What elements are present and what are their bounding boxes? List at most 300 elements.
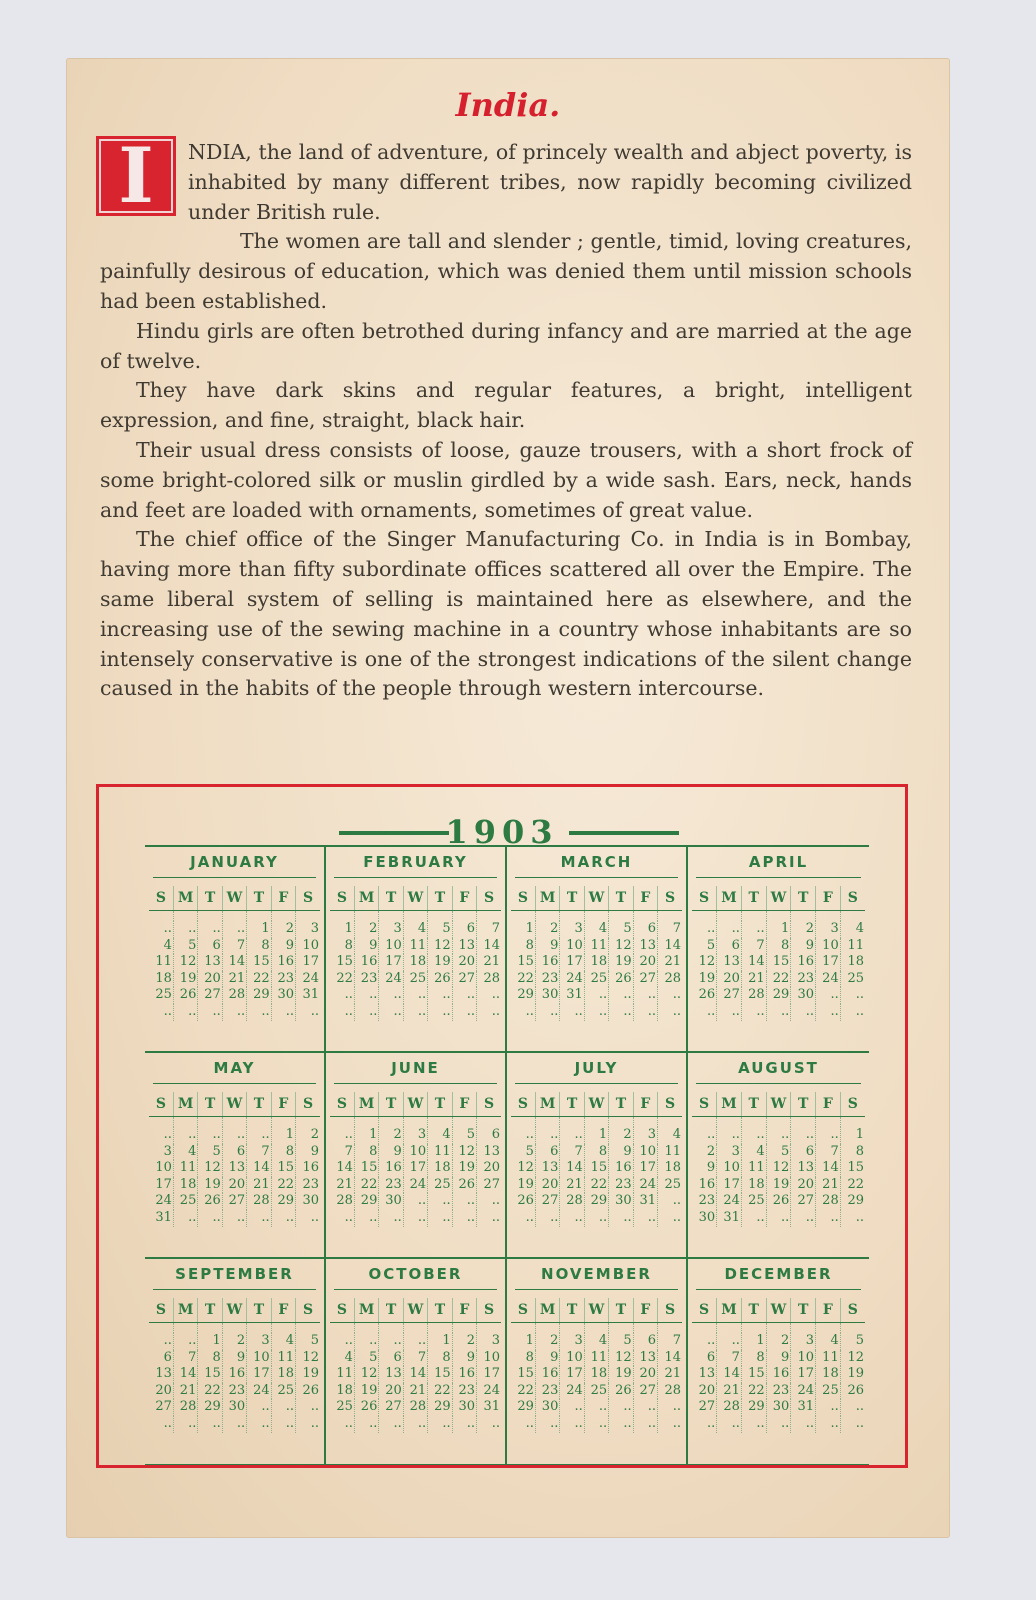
day-cell: 22: [584, 1177, 608, 1194]
day-cell: 18: [840, 954, 865, 971]
day-cell: 23: [535, 971, 559, 988]
month-february: [326, 847, 507, 1053]
weekday-header: S: [149, 1092, 173, 1117]
day-cell: 24: [403, 1177, 427, 1194]
month-may: [145, 1053, 326, 1259]
day-cell: 8: [344, 937, 353, 953]
day-cell: 16: [535, 954, 559, 971]
day-cell: ..: [344, 1209, 353, 1225]
weekday-header: S: [511, 1298, 535, 1323]
weekday-header: S: [296, 1092, 320, 1117]
day-cell: 20: [155, 1382, 172, 1398]
day-cell: 16: [271, 954, 295, 971]
day-cell: 1: [766, 921, 791, 938]
day-cell: ..: [163, 1003, 172, 1019]
weekday-header: S: [477, 1092, 501, 1117]
day-cell: 17: [816, 954, 841, 971]
day-cell: ..: [477, 987, 501, 1004]
weekday-header: M: [717, 1092, 742, 1117]
day-cell: 9: [766, 1350, 791, 1367]
day-cell: 18: [816, 1366, 841, 1383]
month-name: APRIL: [696, 847, 861, 878]
weekday-header: S: [511, 1092, 535, 1117]
day-cell: 9: [706, 1160, 716, 1176]
paragraph-2: The women are tall and slender ; gentle, timid, loving creatures, painfully desirous of education, which was denied them until mission schools had been established.: [100, 229, 912, 313]
day-cell: ..: [222, 1416, 246, 1433]
day-cell: 10: [560, 938, 584, 955]
day-cell: ..: [173, 1127, 197, 1144]
calendar-card: [66, 58, 950, 1538]
day-cell: 1: [525, 1333, 534, 1348]
day-cell: ..: [247, 1399, 271, 1416]
month-table: [149, 886, 320, 1021]
weekday-header: T: [379, 1298, 403, 1323]
weekday-header: T: [379, 1092, 403, 1117]
day-cell: 24: [717, 1193, 742, 1210]
weekday-header: S: [692, 1298, 717, 1323]
weekday-header: S: [477, 1298, 501, 1323]
day-cell: 22: [741, 1383, 766, 1400]
day-cell: 24: [791, 1383, 816, 1400]
weekday-header: S: [840, 1092, 865, 1117]
day-cell: 27: [698, 1399, 716, 1415]
day-cell: 31: [717, 1210, 742, 1227]
day-cell: 23: [354, 971, 378, 988]
month-table: [330, 1298, 501, 1433]
day-cell: ..: [428, 987, 452, 1004]
day-cell: 2: [296, 1127, 320, 1144]
day-cell: 18: [155, 970, 172, 986]
weekday-header: S: [511, 886, 535, 911]
day-cell: 16: [222, 1366, 246, 1383]
day-cell: 29: [517, 1399, 534, 1415]
day-cell: ..: [560, 1416, 584, 1433]
day-cell: ..: [717, 1127, 742, 1144]
day-cell: 15: [336, 954, 353, 970]
day-cell: 23: [222, 1383, 246, 1400]
day-cell: ..: [344, 1127, 353, 1142]
day-cell: 22: [247, 971, 271, 988]
day-cell: 15: [840, 1160, 865, 1177]
day-cell: ..: [560, 1127, 584, 1144]
day-cell: 29: [428, 1399, 452, 1416]
day-cell: 8: [766, 938, 791, 955]
day-cell: 5: [609, 1333, 633, 1350]
day-cell: 21: [477, 954, 501, 971]
day-cell: 13: [535, 1160, 559, 1177]
day-cell: 11: [658, 1144, 682, 1161]
day-cell: 28: [816, 1193, 841, 1210]
day-cell: 20: [791, 1177, 816, 1194]
day-cell: 20: [452, 954, 476, 971]
weekday-header: T: [428, 886, 452, 911]
day-cell: 14: [717, 1366, 742, 1383]
day-cell: ..: [706, 1003, 716, 1019]
day-cell: ..: [791, 1127, 816, 1144]
day-cell: 11: [428, 1144, 452, 1161]
day-cell: 15: [741, 1366, 766, 1383]
day-cell: ..: [198, 1210, 222, 1227]
day-cell: 30: [271, 987, 295, 1004]
day-cell: 19: [840, 1366, 865, 1383]
day-cell: 7: [403, 1350, 427, 1367]
month-august: [688, 1053, 869, 1259]
day-cell: 4: [741, 1144, 766, 1161]
day-cell: 5: [766, 1144, 791, 1161]
day-cell: 24: [560, 971, 584, 988]
day-cell: 6: [717, 938, 742, 955]
day-cell: 23: [296, 1177, 320, 1194]
day-cell: 14: [173, 1366, 197, 1383]
day-cell: 20: [222, 1177, 246, 1194]
day-cell: 21: [247, 1177, 271, 1194]
month-table: [149, 1092, 320, 1227]
day-cell: 19: [452, 1160, 476, 1177]
day-cell: 1: [840, 1127, 865, 1144]
day-cell: ..: [379, 1333, 403, 1350]
day-cell: ..: [477, 1416, 501, 1433]
day-cell: 25: [428, 1177, 452, 1194]
day-cell: ..: [658, 987, 682, 1004]
day-cell: 30: [222, 1399, 246, 1416]
day-cell: ..: [354, 987, 378, 1004]
day-cell: ..: [609, 1399, 633, 1416]
day-cell: 16: [791, 954, 816, 971]
day-cell: 30: [535, 987, 559, 1004]
day-cell: 28: [560, 1193, 584, 1210]
month-table: [330, 886, 501, 1021]
day-cell: 26: [609, 971, 633, 988]
weekday-header: W: [222, 1298, 246, 1323]
month-name: OCTOBER: [334, 1259, 497, 1290]
day-cell: 22: [198, 1383, 222, 1400]
day-cell: ..: [766, 1004, 791, 1021]
day-cell: 23: [766, 1383, 791, 1400]
day-cell: ..: [222, 1004, 246, 1021]
day-cell: 4: [271, 1333, 295, 1350]
day-cell: 22: [354, 1177, 378, 1194]
day-cell: ..: [173, 921, 197, 938]
day-cell: 16: [452, 1366, 476, 1383]
day-cell: 27: [717, 987, 742, 1004]
day-cell: 24: [560, 1383, 584, 1400]
day-cell: 22: [428, 1383, 452, 1400]
day-cell: 12: [428, 938, 452, 955]
day-cell: ..: [247, 1210, 271, 1227]
weekday-header: W: [403, 886, 427, 911]
day-cell: 7: [717, 1350, 742, 1367]
day-cell: 28: [658, 1383, 682, 1400]
weekday-header: T: [428, 1298, 452, 1323]
day-cell: 6: [163, 1349, 172, 1365]
day-cell: ..: [344, 1333, 353, 1348]
day-cell: ..: [706, 1415, 716, 1431]
day-cell: 25: [584, 971, 608, 988]
day-cell: 10: [247, 1350, 271, 1367]
day-cell: 8: [354, 1144, 378, 1161]
day-cell: 12: [609, 938, 633, 955]
weekday-header: T: [198, 1298, 222, 1323]
day-cell: 15: [247, 954, 271, 971]
day-cell: 2: [535, 921, 559, 938]
month-november: [507, 1259, 688, 1465]
day-cell: 19: [428, 954, 452, 971]
day-cell: 5: [198, 1144, 222, 1161]
day-cell: 20: [477, 1160, 501, 1177]
weekday-header: W: [403, 1092, 427, 1117]
month-table: [692, 886, 865, 1021]
day-cell: 1: [354, 1127, 378, 1144]
day-cell: 30: [296, 1193, 320, 1210]
weekday-header: S: [692, 886, 717, 911]
day-cell: 30: [698, 1209, 716, 1225]
day-cell: 10: [296, 938, 320, 955]
weekday-header: S: [840, 1298, 865, 1323]
day-cell: 15: [766, 954, 791, 971]
day-cell: 7: [658, 921, 682, 938]
day-cell: 17: [477, 1366, 501, 1383]
day-cell: 26: [766, 1193, 791, 1210]
day-cell: ..: [816, 1399, 841, 1416]
day-cell: 31: [296, 987, 320, 1004]
day-cell: 7: [344, 1143, 353, 1159]
month-june: [326, 1053, 507, 1259]
day-cell: 28: [222, 987, 246, 1004]
day-cell: 7: [222, 938, 246, 955]
day-cell: ..: [403, 1416, 427, 1433]
day-cell: ..: [658, 1004, 682, 1021]
day-cell: 23: [791, 971, 816, 988]
day-cell: ..: [379, 1210, 403, 1227]
day-cell: 3: [816, 921, 841, 938]
day-cell: 6: [791, 1144, 816, 1161]
month-table: [511, 1298, 682, 1433]
day-cell: ..: [403, 1193, 427, 1210]
day-cell: 11: [271, 1350, 295, 1367]
paragraph-4: They have dark skins and regular features, a bright, intelligent expression, and fine, straight, black hair.: [100, 378, 912, 433]
day-cell: 14: [741, 954, 766, 971]
day-cell: ..: [354, 1333, 378, 1350]
weekday-header: F: [633, 1298, 657, 1323]
day-cell: 7: [658, 1333, 682, 1350]
day-cell: ..: [717, 1333, 742, 1350]
weekday-header: W: [766, 1092, 791, 1117]
day-cell: ..: [741, 1004, 766, 1021]
day-cell: ..: [706, 1333, 716, 1348]
day-cell: 19: [766, 1177, 791, 1194]
day-cell: 5: [609, 921, 633, 938]
day-cell: 11: [155, 954, 172, 970]
day-cell: ..: [173, 1004, 197, 1021]
day-cell: 23: [609, 1177, 633, 1194]
day-cell: 20: [717, 971, 742, 988]
day-cell: 26: [296, 1383, 320, 1400]
weekday-header: M: [173, 886, 197, 911]
day-cell: 2: [379, 1127, 403, 1144]
month-october: [326, 1259, 507, 1465]
month-name: JULY: [515, 1053, 678, 1084]
day-cell: 31: [791, 1399, 816, 1416]
day-cell: ..: [403, 1333, 427, 1350]
day-cell: 27: [198, 987, 222, 1004]
month-name: JANUARY: [153, 847, 316, 878]
day-cell: 14: [816, 1160, 841, 1177]
day-cell: 23: [698, 1193, 716, 1209]
day-cell: 22: [766, 971, 791, 988]
day-cell: 3: [163, 1143, 172, 1159]
day-cell: ..: [354, 1416, 378, 1433]
weekday-header: T: [247, 886, 271, 911]
day-cell: 20: [535, 1177, 559, 1194]
weekday-header: M: [354, 1092, 378, 1117]
day-cell: 6: [452, 921, 476, 938]
day-cell: ..: [296, 1399, 320, 1416]
day-cell: ..: [584, 987, 608, 1004]
weekday-header: T: [609, 1092, 633, 1117]
weekday-header: F: [452, 1298, 476, 1323]
day-cell: ..: [633, 1416, 657, 1433]
day-cell: ..: [271, 1004, 295, 1021]
day-cell: 19: [698, 970, 716, 986]
day-cell: 20: [633, 1366, 657, 1383]
day-cell: 19: [198, 1177, 222, 1194]
day-cell: 31: [155, 1209, 172, 1225]
day-cell: 19: [173, 971, 197, 988]
day-cell: ..: [452, 1004, 476, 1021]
weekday-header: T: [791, 1092, 816, 1117]
day-cell: 28: [477, 971, 501, 988]
day-cell: 11: [403, 938, 427, 955]
day-cell: 3: [379, 921, 403, 938]
day-cell: 26: [354, 1399, 378, 1416]
day-cell: 1: [584, 1127, 608, 1144]
day-cell: ..: [163, 1415, 172, 1431]
day-cell: 9: [535, 1350, 559, 1367]
day-cell: 24: [296, 971, 320, 988]
day-cell: 8: [741, 1350, 766, 1367]
day-cell: 27: [633, 971, 657, 988]
day-cell: 15: [271, 1160, 295, 1177]
day-cell: 26: [173, 987, 197, 1004]
weekday-header: W: [766, 886, 791, 911]
day-cell: 12: [517, 1160, 534, 1176]
day-cell: ..: [633, 1399, 657, 1416]
day-cell: 25: [658, 1177, 682, 1194]
day-cell: ..: [344, 1003, 353, 1019]
day-cell: ..: [222, 1210, 246, 1227]
day-cell: 2: [706, 1143, 716, 1159]
day-cell: 12: [296, 1350, 320, 1367]
day-cell: 27: [379, 1399, 403, 1416]
day-cell: ..: [717, 1004, 742, 1021]
day-cell: 1: [198, 1333, 222, 1350]
paragraph-3: Hindu girls are often betrothed during infancy and are married at the age of twelve.: [100, 318, 912, 373]
day-cell: ..: [560, 1004, 584, 1021]
day-cell: ..: [560, 1210, 584, 1227]
calendar-year: 1903: [445, 813, 559, 851]
weekday-header: M: [717, 1298, 742, 1323]
day-cell: 4: [428, 1127, 452, 1144]
day-cell: 8: [428, 1350, 452, 1367]
day-cell: 10: [816, 938, 841, 955]
day-cell: 29: [198, 1399, 222, 1416]
day-cell: 18: [584, 954, 608, 971]
day-cell: ..: [609, 1210, 633, 1227]
day-cell: 9: [791, 938, 816, 955]
month-table: [692, 1298, 865, 1433]
day-cell: 3: [247, 1333, 271, 1350]
day-cell: 24: [477, 1383, 501, 1400]
weekday-header: F: [633, 1092, 657, 1117]
calendar-frame: [96, 784, 908, 1468]
month-december: [688, 1259, 869, 1465]
day-cell: 1: [428, 1333, 452, 1350]
weekday-header: W: [766, 1298, 791, 1323]
day-cell: 1: [741, 1333, 766, 1350]
day-cell: 18: [403, 954, 427, 971]
weekday-header: S: [658, 1092, 682, 1117]
weekday-header: W: [584, 1092, 608, 1117]
day-cell: 10: [633, 1144, 657, 1161]
day-cell: 3: [633, 1127, 657, 1144]
day-cell: 13: [717, 954, 742, 971]
day-cell: 16: [609, 1160, 633, 1177]
day-cell: 25: [271, 1383, 295, 1400]
day-cell: ..: [403, 1004, 427, 1021]
day-cell: 2: [354, 921, 378, 938]
day-cell: 17: [633, 1160, 657, 1177]
month-name: SEPTEMBER: [153, 1259, 316, 1290]
day-cell: 29: [584, 1193, 608, 1210]
day-cell: 7: [741, 938, 766, 955]
weekday-header: F: [271, 886, 295, 911]
day-cell: 13: [633, 938, 657, 955]
day-cell: 26: [428, 971, 452, 988]
weekday-header: W: [584, 1298, 608, 1323]
day-cell: 31: [633, 1193, 657, 1210]
weekday-header: M: [354, 886, 378, 911]
day-cell: 25: [840, 971, 865, 988]
weekday-header: S: [149, 886, 173, 911]
weekday-header: F: [271, 1298, 295, 1323]
day-cell: 11: [840, 938, 865, 955]
day-cell: 4: [816, 1333, 841, 1350]
day-cell: 12: [452, 1144, 476, 1161]
day-cell: ..: [766, 1210, 791, 1227]
day-cell: 17: [717, 1177, 742, 1194]
day-cell: ..: [717, 921, 742, 938]
month-july: [507, 1053, 688, 1259]
day-cell: ..: [766, 1127, 791, 1144]
day-cell: 19: [609, 954, 633, 971]
day-cell: 19: [609, 1366, 633, 1383]
day-cell: 13: [198, 954, 222, 971]
day-cell: 20: [698, 1382, 716, 1398]
day-cell: ..: [354, 1210, 378, 1227]
day-cell: ..: [741, 1416, 766, 1433]
day-cell: ..: [477, 1193, 501, 1210]
day-cell: 10: [155, 1160, 172, 1176]
day-cell: 19: [296, 1366, 320, 1383]
weekday-header: F: [452, 886, 476, 911]
day-cell: 16: [698, 1176, 716, 1192]
day-cell: 8: [198, 1350, 222, 1367]
day-cell: 6: [706, 1349, 716, 1365]
weekday-header: S: [658, 886, 682, 911]
day-cell: ..: [584, 1210, 608, 1227]
day-cell: 1: [247, 921, 271, 938]
day-cell: 26: [452, 1177, 476, 1194]
